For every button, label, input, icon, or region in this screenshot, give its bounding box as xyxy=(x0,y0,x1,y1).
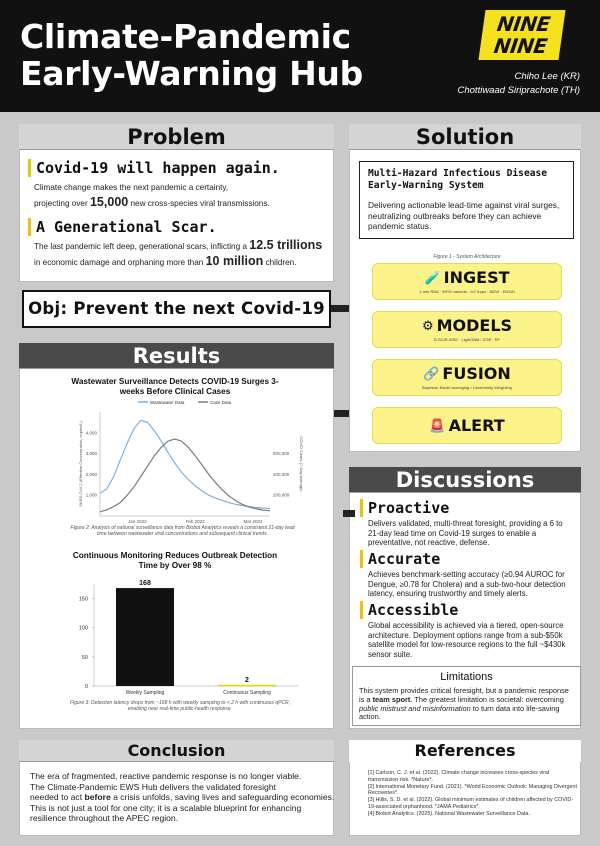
arch-stage-fusion xyxy=(372,359,562,396)
chart-2-title: Continuous Monitoring Reduces Outbreak Detection Time by Over 98 % xyxy=(72,551,278,570)
nine-nine-logo xyxy=(478,10,565,60)
author-1: Chiho Lee (KR) xyxy=(514,71,580,82)
y-tick-label: 100 xyxy=(78,625,88,632)
poster-title xyxy=(20,18,363,92)
discussion-proactive-text: Delivers validated, multi-threat foresight, providing a 6 to 21-day lead time on Covid-19 surges to enable a preventative, not reactive, defense. xyxy=(368,519,563,547)
chart-1-legend xyxy=(138,400,232,405)
logo-line-2: NINE xyxy=(492,34,549,58)
y-tick-label: 3,000 xyxy=(85,451,97,457)
discussions-connector xyxy=(343,510,355,517)
y-axis-label: SARS-CoV-2 (Effective Concentration, copies/L) xyxy=(78,421,83,507)
limitations-box xyxy=(352,666,581,726)
chart-1-title: Wastewater Surveillance Detects COVID-19 Surges 3-weeks Before Clinical Cases xyxy=(71,377,279,396)
y-tick-label: 2,000 xyxy=(85,471,97,477)
reference-item: [4] Biobot Analytics. (2025). National Wastewater Surveillance Data. xyxy=(368,810,530,817)
problem-text-1a: Climate change makes the next pandemic a certainty, xyxy=(34,183,229,192)
logo-line-1: NINE xyxy=(495,12,552,36)
references-heading: References xyxy=(349,740,581,762)
stage-sub: Bayesian Model averaging • Uncertainty Weighting xyxy=(422,385,512,390)
author-2: Chottiwaad Siriprachote (TH) xyxy=(457,85,580,96)
problem-heading: Problem xyxy=(19,124,334,150)
references-list xyxy=(368,770,578,818)
problem-text-1b: projecting over 15,000 new cross-species viral transmissions. xyxy=(34,195,270,209)
stat-economic-damage: 12.5 trillions xyxy=(249,238,323,252)
reference-item: [2] International Monetary Fund. (2021). *World Economic Outlook: Managing Divergent Recoveries*. xyxy=(368,783,578,797)
bar-value-label: 168 xyxy=(139,580,151,588)
y2-axis-label: COVID Cases (7-Day Average) xyxy=(299,436,304,492)
solution-heading: Solution xyxy=(349,124,581,150)
discussion-proactive-heading: Proactive xyxy=(360,499,449,517)
problem-text-2 xyxy=(34,238,330,270)
problem-headline-2: A Generational Scar. xyxy=(28,218,217,236)
discussion-accessible-heading: Accessible xyxy=(360,601,458,619)
discussion-accurate-heading: Accurate xyxy=(360,550,440,568)
conclusion-text: The era of fragmented, reactive pandemic response is no longer viable. The Climate-Pandemic EWS Hub delivers the validated foresight needed to act before a crisis unfolds, saving lives and safeguarding economies. This is not just a tool for one city; it is a scalable blueprint for enhancing resilience throughout the APEC region. xyxy=(30,771,335,823)
series-line xyxy=(100,420,270,508)
siren-icon: 🚨 xyxy=(429,419,446,434)
bar-value-label: 2 xyxy=(245,676,249,684)
problem-text-2b: in economic damage and orphaning more than 10 million children. xyxy=(34,254,297,268)
detection-bar-chart xyxy=(30,572,320,700)
test-tube-icon: 🧪 xyxy=(424,271,441,286)
x-tick-label: Feb 2022 xyxy=(185,519,205,524)
stat-orphans: 10 million xyxy=(205,254,264,268)
problem-text-1 xyxy=(34,180,330,211)
stage-label: MODELS xyxy=(436,316,513,335)
solution-summary-box xyxy=(359,161,574,239)
solution-title: Multi-Hazard Infectious Disease Early-Warning System xyxy=(368,168,548,191)
limitations-title: Limitations xyxy=(440,671,493,683)
reference-item: [1] Carlson, C. J. et al. (2022). Climate change increases cross-species viral transmission risk. *Nature*. xyxy=(368,770,550,783)
bar xyxy=(116,588,174,686)
x-tick-label: Continuous Sampling xyxy=(223,690,271,696)
discussion-accurate-text: Achieves benchmark-setting accuracy (≥0.94 AUROC for Dengue, ≥0.78 for Cholera) and a sub-two-hour detection latency, ensuring trustworthy and timely alerts. xyxy=(368,570,566,598)
authors xyxy=(458,70,581,98)
stat-transmissions: 15,000 xyxy=(89,195,129,209)
stage-sub: B-SCIR-WSE · LightGBM / XGB · RF xyxy=(433,337,500,342)
x-tick-label: Jan 2022 xyxy=(128,519,147,524)
y-tick-label: 1,000 xyxy=(85,492,97,498)
title-line-2: Early-Warning Hub xyxy=(20,54,363,93)
arch-stage-ingest xyxy=(372,263,562,300)
y-tick-label: 50 xyxy=(81,654,88,661)
wastewater-line-chart xyxy=(30,398,320,528)
link-icon: 🔗 xyxy=(423,367,440,382)
figure-2-caption: Figure 2: Analysis of national surveillance data from Biobot Analytics reveals a consistent 21-day lead time between wastewater viral concentrations and subsequent clinical trends. xyxy=(70,525,295,537)
poster-header xyxy=(0,0,600,112)
problem-text-2a: The last pandemic left deep, generational scars, inflicting a 12.5 trillions xyxy=(34,238,323,252)
y2-tick-label: 200,000 xyxy=(273,492,290,498)
results-heading: Results xyxy=(19,343,334,369)
y-tick-label: 0 xyxy=(84,684,88,690)
conclusion-heading: Conclusion xyxy=(19,740,334,762)
limitations-text: This system provides critical foresight, but a pandemic response is a team sport. The greatest limitation is societal: overcoming public mistrust and misinformation to turn data into life-saving action. xyxy=(359,686,569,722)
stage-label: INGEST xyxy=(443,268,510,287)
solution-text: Delivering actionable lead-time against viral surges, neutralizing outbreaks before they can achieve pandemic status. xyxy=(368,200,560,231)
objective-connector xyxy=(331,305,349,312)
y2-tick-label: 400,000 xyxy=(273,471,290,477)
stage-label: ALERT xyxy=(448,416,505,435)
stage-label: FUSION xyxy=(442,364,511,383)
legend-label: Case Data xyxy=(210,400,232,405)
legend-label: Wastewater Data xyxy=(150,400,185,405)
bar xyxy=(218,685,276,687)
results-connector xyxy=(334,410,349,417)
y2-tick-label: 600,000 xyxy=(273,451,290,457)
stage-sub: 1-min RNA · WGS variants · IoT traps · NDVI · ENSAI xyxy=(419,289,515,294)
reference-item: [3] Hillis, S. D. et al. (2022). Global minimum estimates of children affected by COVID-19-associated orphanhood. *JAMA Pediatrics*. xyxy=(368,797,574,810)
x-tick-label: Weekly Sampling xyxy=(125,690,165,696)
gear-icon: ⚙ xyxy=(421,319,434,334)
discussion-accessible-text: Global accessibility is achieved via a tiered, open-source architecture. Deployment options range from a sub-$50k satellite model for low-resource regions to the full ~$430k sensor suite. xyxy=(368,621,566,659)
x-tick-label: Mar 2022 xyxy=(243,519,263,524)
problem-headline-1: Covid-19 will happen again. xyxy=(28,159,280,177)
discussions-heading: Discussions xyxy=(349,467,581,493)
y-tick-label: 4,000 xyxy=(85,430,97,436)
arch-stage-models xyxy=(372,311,562,348)
arch-stage-alert xyxy=(372,407,562,444)
objective-box: Obj: Prevent the next Covid-19 xyxy=(22,290,331,328)
figure-3-caption: Figure 3: Detection latency drops from ~168 h with weekly sampling to < 2 h with continuous qPCR, enabling near real-time public-health response. xyxy=(69,700,291,712)
title-line-1: Climate-Pandemic xyxy=(20,17,351,56)
y-tick-label: 150 xyxy=(78,596,88,603)
figure-1-caption: Figure 1 - System Architecture xyxy=(433,254,501,260)
